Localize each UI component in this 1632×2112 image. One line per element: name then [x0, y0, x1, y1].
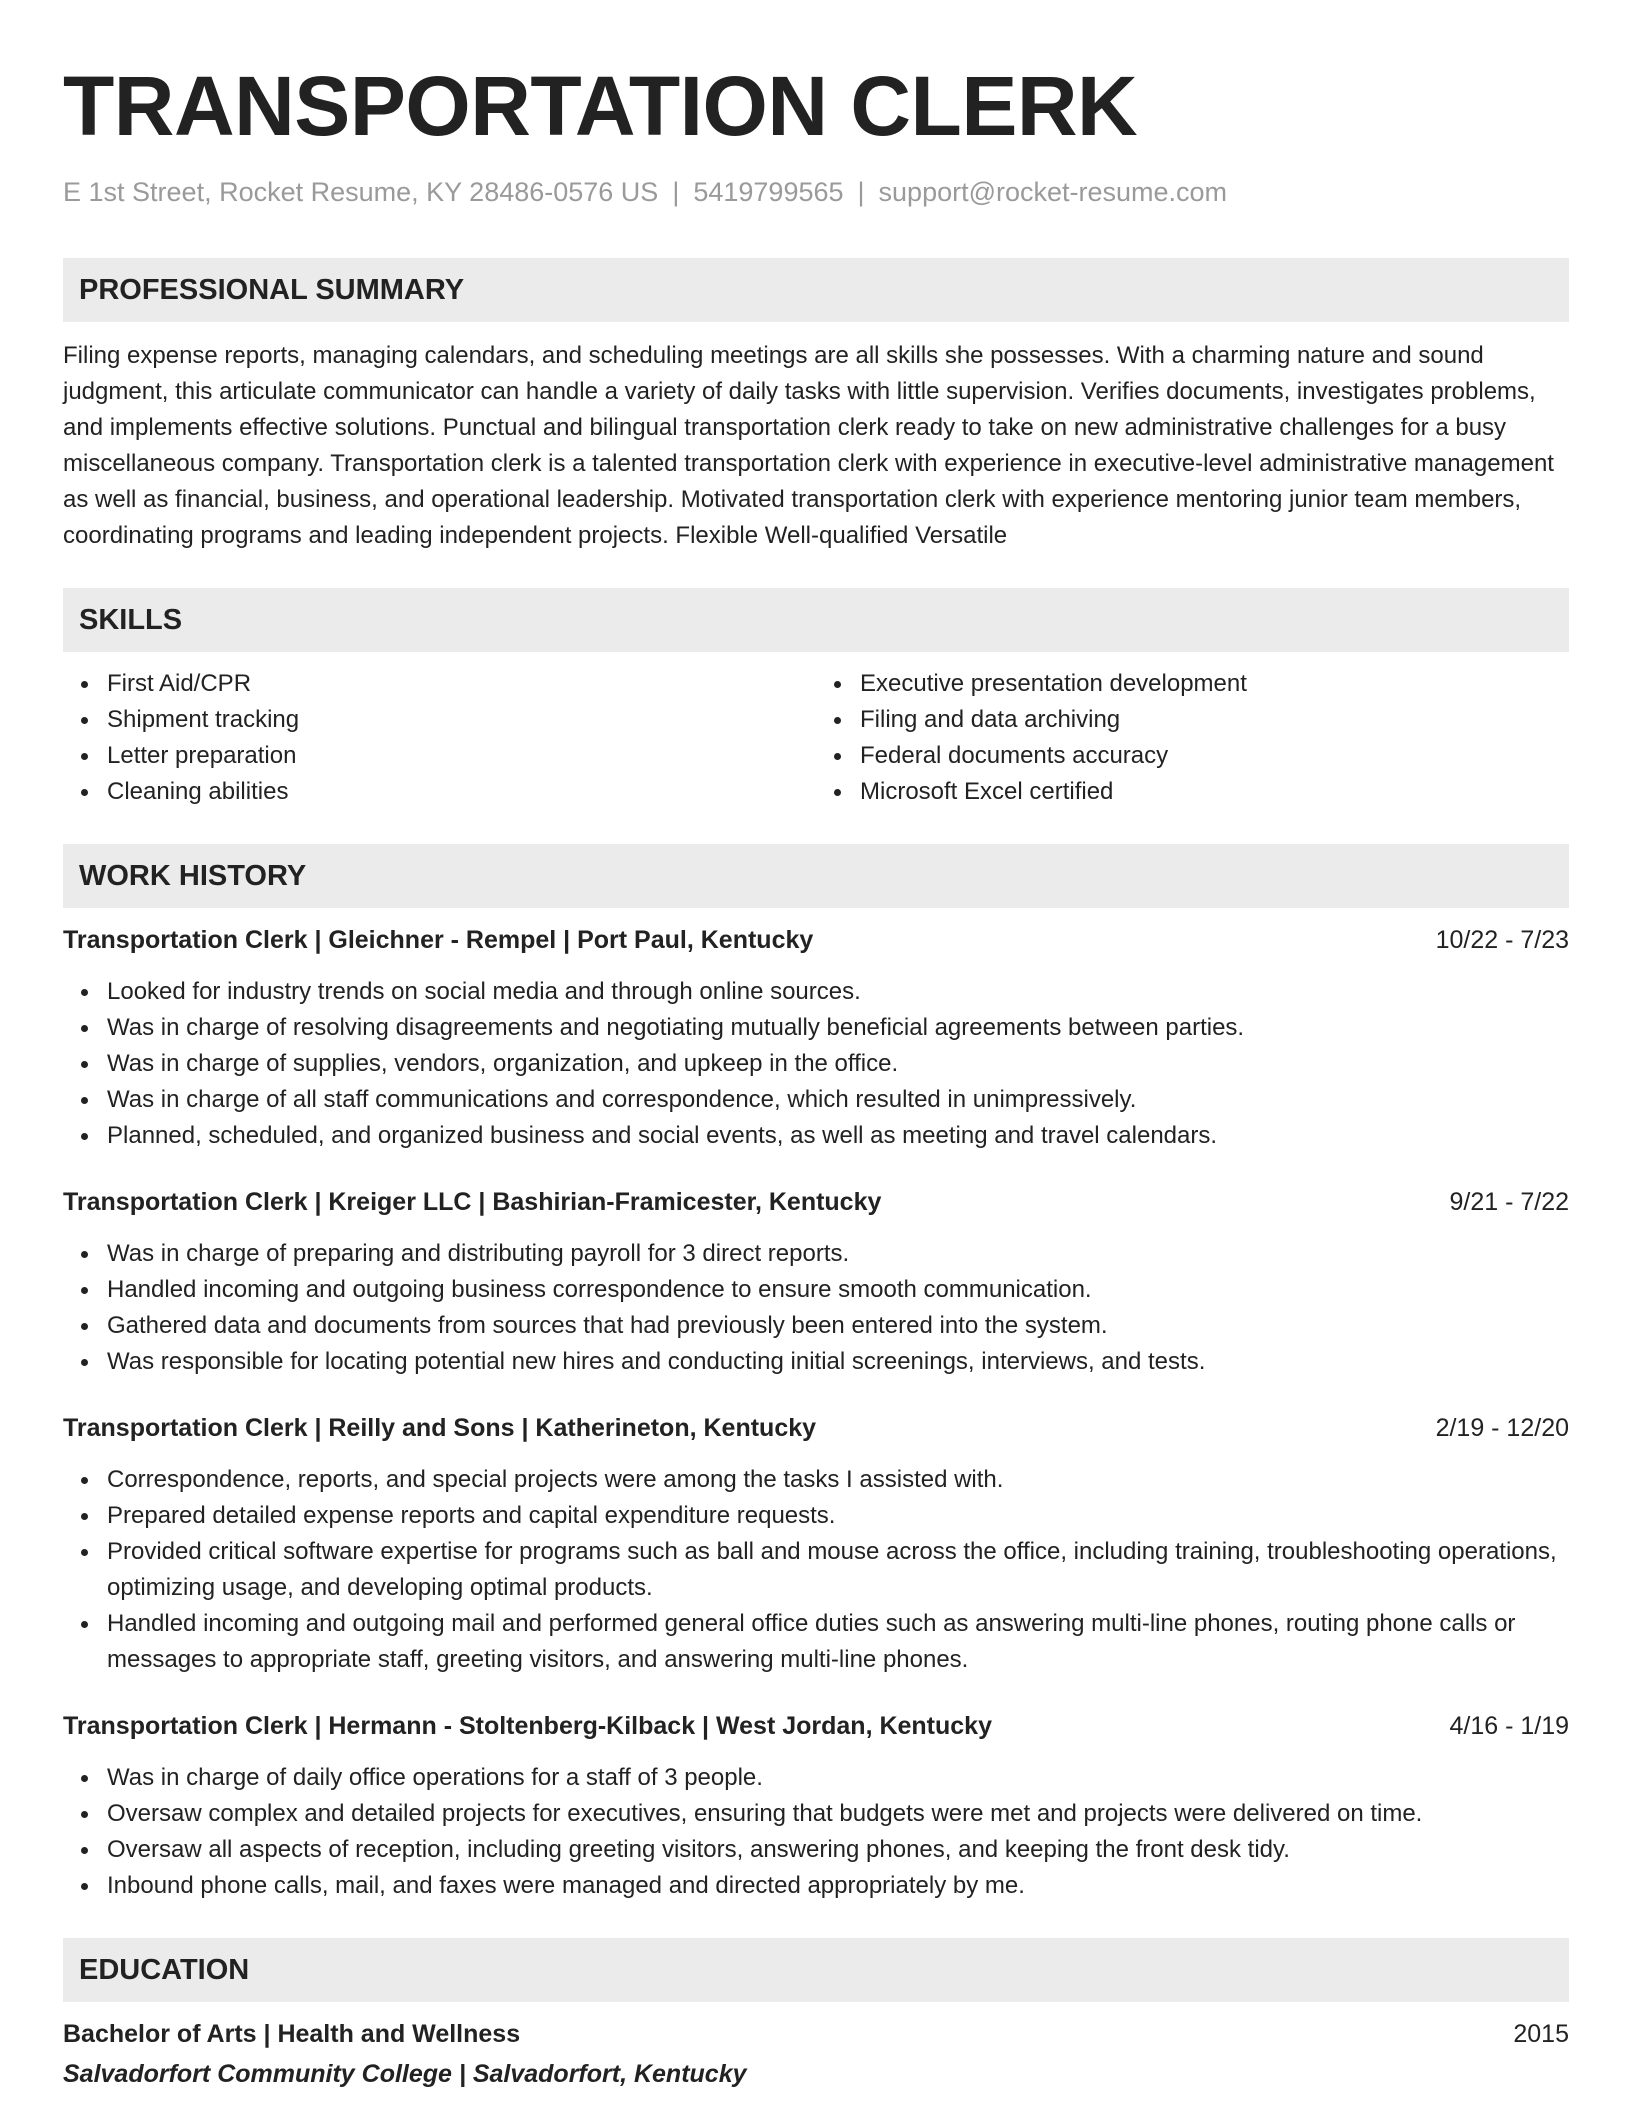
- job-duty: Oversaw complex and detailed projects for executives, ensuring that budgets were met and projects were delivered on time.: [107, 1796, 1569, 1832]
- skill-item: Filing and data archiving: [860, 702, 1569, 738]
- skills-heading: SKILLS: [63, 588, 1569, 652]
- job-dates: 4/16 - 1/19: [1449, 1712, 1569, 1741]
- job-duties: [63, 1760, 1569, 1904]
- skills-list: [63, 666, 1569, 810]
- job-header: [63, 1708, 1569, 1744]
- job-duty: Oversaw all aspects of reception, including greeting visitors, answering phones, and keeping the front desk tidy.: [107, 1832, 1569, 1868]
- education-entry: [63, 2016, 1569, 2092]
- contact-separator: |: [672, 177, 680, 207]
- job-duty: Was responsible for locating potential new hires and conducting initial screenings, interviews, and tests.: [107, 1344, 1569, 1380]
- candidate-name: TRANSPORTATION CLERK: [63, 59, 1138, 153]
- job-entry: [63, 1708, 1569, 1904]
- job-duty: Inbound phone calls, mail, and faxes were managed and directed appropriately by me.: [107, 1868, 1569, 1904]
- job-entry: [63, 1410, 1569, 1678]
- job-duty: Was in charge of all staff communications and correspondence, which resulted in unimpressively.: [107, 1082, 1569, 1118]
- skill-item: Shipment tracking: [107, 702, 816, 738]
- job-duty: Handled incoming and outgoing mail and performed general office duties such as answering multi-line phones, routing phone calls or messages to appropriate staff, greeting visitors, and answering multi-line phones.: [107, 1606, 1569, 1678]
- education-header: [63, 2016, 1569, 2052]
- skills-column-left: [63, 666, 816, 810]
- education-heading: EDUCATION: [63, 1938, 1569, 2002]
- education-degree: Bachelor of Arts | Health and Wellness: [63, 2020, 521, 2049]
- skill-item: Microsoft Excel certified: [860, 774, 1569, 810]
- job-duty: Prepared detailed expense reports and capital expenditure requests.: [107, 1498, 1569, 1534]
- skill-item: Letter preparation: [107, 738, 816, 774]
- job-dates: 2/19 - 12/20: [1435, 1414, 1569, 1443]
- job-duty: Was in charge of daily office operations for a staff of 3 people.: [107, 1760, 1569, 1796]
- job-duty: Handled incoming and outgoing business correspondence to ensure smooth communication.: [107, 1272, 1569, 1308]
- job-entry: [63, 922, 1569, 1154]
- job-dates: 10/22 - 7/23: [1435, 926, 1569, 955]
- contact-line: [63, 176, 1569, 208]
- skill-item: First Aid/CPR: [107, 666, 816, 702]
- job-dates: 9/21 - 7/22: [1449, 1188, 1569, 1217]
- education-year: 2015: [1513, 2020, 1569, 2049]
- job-title: Transportation Clerk | Reilly and Sons | Katherineton, Kentucky: [63, 1414, 817, 1443]
- job-header: [63, 1410, 1569, 1446]
- skill-item: Cleaning abilities: [107, 774, 816, 810]
- job-duty: Was in charge of preparing and distributing payroll for 3 direct reports.: [107, 1236, 1569, 1272]
- summary-heading: PROFESSIONAL SUMMARY: [63, 258, 1569, 322]
- job-header: [63, 1184, 1569, 1220]
- job-duties: [63, 1462, 1569, 1678]
- job-title: Transportation Clerk | Hermann - Stoltenberg-Kilback | West Jordan, Kentucky: [63, 1712, 992, 1741]
- contact-address: E 1st Street, Rocket Resume, KY 28486-0576 US: [63, 177, 659, 207]
- job-entry: [63, 1184, 1569, 1380]
- skill-item: Executive presentation development: [860, 666, 1569, 702]
- summary-text: Filing expense reports, managing calendars, and scheduling meetings are all skills she possesses. With a charming nature and sound judgment, this articulate communicator can handle a variety of daily tasks with little supervision. Verifies documents, investigates problems, and implements effective solutions. Punctual and bilingual transportation clerk ready to take on new administrative challenges for a busy miscellaneous company. Transportation clerk is a talented transportation clerk with experience in executive-level administrative management as well as financial, business, and operational leadership. Motivated transportation clerk with experience mentoring junior team members, coordinating programs and leading independent projects. Flexible Well-qualified Versatile: [63, 342, 1554, 550]
- job-duty: Was in charge of resolving disagreements and negotiating mutually beneficial agreements between parties.: [107, 1010, 1569, 1046]
- contact-email: support@rocket-resume.com: [878, 177, 1228, 207]
- job-header: [63, 922, 1569, 958]
- job-duties: [63, 974, 1569, 1154]
- skill-item: Federal documents accuracy: [860, 738, 1569, 774]
- job-duty: Planned, scheduled, and organized business and social events, as well as meeting and travel calendars.: [107, 1118, 1569, 1154]
- work-history-heading: WORK HISTORY: [63, 844, 1569, 908]
- skills-column-right: [816, 666, 1569, 810]
- contact-separator: |: [857, 177, 865, 207]
- job-duty: Looked for industry trends on social media and through online sources.: [107, 974, 1569, 1010]
- job-title: Transportation Clerk | Gleichner - Rempel | Port Paul, Kentucky: [63, 926, 814, 955]
- job-duty: Was in charge of supplies, vendors, organization, and upkeep in the office.: [107, 1046, 1569, 1082]
- job-title: Transportation Clerk | Kreiger LLC | Bashirian-Framicester, Kentucky: [63, 1188, 882, 1217]
- job-duty: Correspondence, reports, and special projects were among the tasks I assisted with.: [107, 1462, 1569, 1498]
- job-duty: Provided critical software expertise for programs such as ball and mouse across the office, including training, troubleshooting operations, optimizing usage, and developing optimal products.: [107, 1534, 1569, 1606]
- job-duty: Gathered data and documents from sources that had previously been entered into the system.: [107, 1308, 1569, 1344]
- job-duties: [63, 1236, 1569, 1380]
- contact-phone: 5419799565: [693, 177, 844, 207]
- education-school: Salvadorfort Community College | Salvadorfort, Kentucky: [63, 2060, 747, 2089]
